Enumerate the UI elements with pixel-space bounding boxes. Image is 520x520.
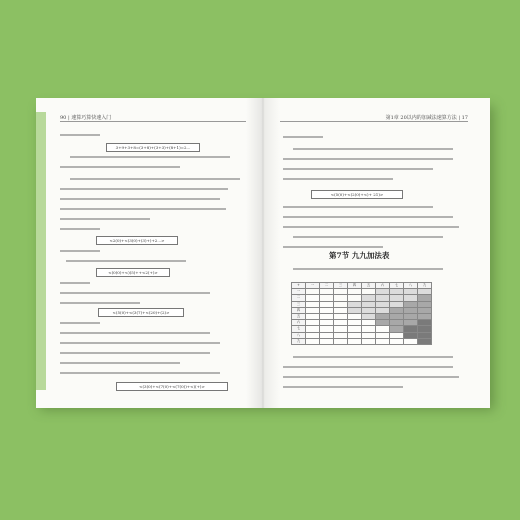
text-line (60, 228, 100, 230)
table-row (292, 338, 432, 344)
right-head-rule (280, 121, 468, 122)
table-cell (348, 338, 362, 344)
addition-table (291, 282, 432, 345)
text-line (293, 356, 453, 358)
text-line (60, 166, 180, 168)
text-line (60, 188, 228, 190)
table-cell (390, 338, 404, 344)
text-line (293, 268, 443, 270)
text-line (283, 366, 453, 368)
text-line (60, 302, 140, 304)
left-running-head: 90 | 速算巧算快速入门 (60, 115, 112, 121)
text-line (60, 250, 100, 252)
text-line (60, 134, 100, 136)
left-head-rule (60, 121, 246, 122)
table-header-cell: 八 (404, 283, 418, 289)
text-line (60, 322, 100, 324)
left-formula-3: <(0(0)+<)(5)++<2(+)> (96, 268, 170, 277)
table-row-label: 七 (292, 326, 306, 332)
table-header-cell: 七 (390, 283, 404, 289)
text-line (283, 206, 433, 208)
table-cell (404, 338, 418, 344)
text-line (283, 168, 433, 170)
text-line (293, 148, 453, 150)
text-line (60, 362, 180, 364)
table-header-cell: 三 (334, 283, 348, 289)
text-line (60, 332, 210, 334)
table-cell (320, 338, 334, 344)
left-formula-2: <2(0)+<(3(0)+(3)+)+2...> (96, 236, 178, 245)
table-header-cell: + (292, 283, 306, 289)
table-row-label: 八 (292, 332, 306, 338)
text-line (66, 260, 186, 262)
right-running-head: 第1章 20以内的加减法速算方法 | 17 (385, 115, 468, 121)
text-line (60, 292, 210, 294)
table-row-label: 二 (292, 295, 306, 301)
text-line (60, 282, 90, 284)
table-cell (306, 338, 320, 344)
table-header-cell: 一 (306, 283, 320, 289)
left-formula-4: <(5(0)+<(3(7)+<(20)+(2)> (98, 308, 184, 317)
right-formula-1: <(5(0)+<(2(0)+<)+ 21)> (311, 190, 403, 199)
table-row-label: 九 (292, 338, 306, 344)
text-line (283, 246, 383, 248)
text-line (283, 226, 459, 228)
text-line (283, 178, 393, 180)
text-line (60, 352, 210, 354)
table-row-label: 五 (292, 313, 306, 319)
text-line (293, 236, 443, 238)
text-line (283, 386, 403, 388)
table-row-label: 六 (292, 320, 306, 326)
table-header-cell: 四 (348, 283, 362, 289)
text-line (70, 156, 230, 158)
table-cell (362, 338, 376, 344)
text-line (283, 216, 453, 218)
table-cell (376, 338, 390, 344)
section-title: 第7节 九九加法表 (329, 251, 390, 260)
table-row-label: 三 (292, 301, 306, 307)
left-page (36, 98, 264, 408)
table-header-cell: 五 (362, 283, 376, 289)
left-formula-5: <(3(0)+<(7(0)+<(7(0))+<)(+)> (116, 382, 228, 391)
table-row-label: 一 (292, 289, 306, 295)
text-line (60, 372, 220, 374)
text-line (70, 178, 240, 180)
table-header-cell: 二 (320, 283, 334, 289)
text-line (283, 376, 459, 378)
left-formula-1: 3+9+3+8=(3+8)+(3+3)+(8+1)=2... (106, 143, 200, 152)
right-page (263, 98, 490, 408)
table-cell (334, 338, 348, 344)
table-header-cell: 六 (376, 283, 390, 289)
text-line (60, 198, 220, 200)
text-line (60, 208, 226, 210)
text-line (283, 136, 323, 138)
table-row-label: 四 (292, 307, 306, 313)
table-header-cell: 九 (418, 283, 432, 289)
table-cell (418, 338, 432, 344)
text-line (60, 218, 150, 220)
text-line (60, 342, 220, 344)
green-page-edge (36, 112, 46, 390)
open-book (36, 98, 490, 408)
text-line (283, 158, 453, 160)
